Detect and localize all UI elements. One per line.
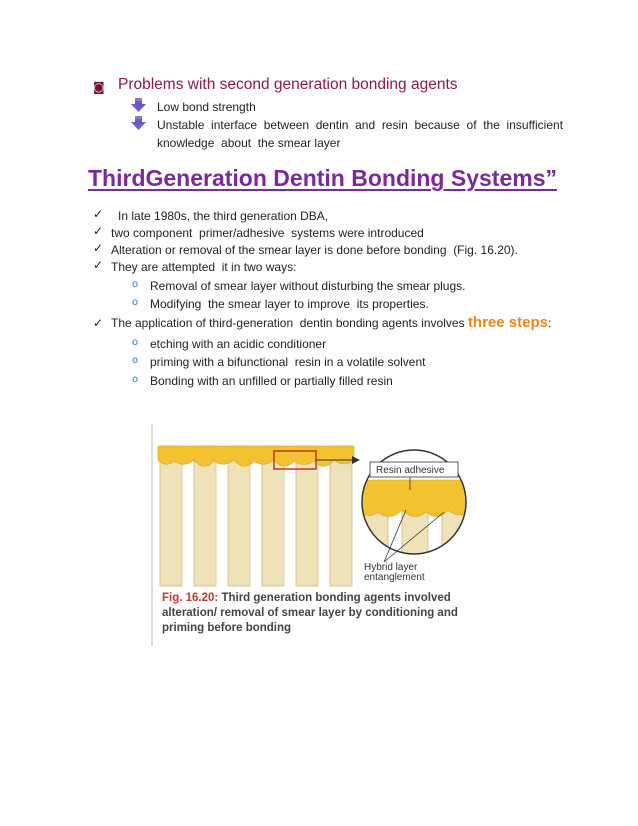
- checklist-item: Alteration or removal of the smear layer is done before bonding (Fig. 16.20).: [111, 243, 518, 257]
- caption-text: Third generation bonding agents involved alteration/ removal of smear layer by conditioning and priming before bonding: [162, 592, 458, 634]
- down-arrow-bullet-icon: [131, 98, 146, 112]
- sub-bullet-icon: o: [132, 337, 139, 348]
- sub-bullet-icon: o: [132, 279, 139, 290]
- application-line: [111, 315, 551, 331]
- page-title: ThirdGeneration Dentin Bonding Systems”: [88, 165, 557, 191]
- problem-item-continuation: knowledge about the smear layer: [157, 136, 341, 150]
- dentin-tubules: [160, 446, 352, 586]
- label-entanglement: entanglement: [364, 572, 425, 583]
- way-item: Removal of smear layer without disturbing the smear plugs.: [150, 279, 466, 293]
- figure-caption: [162, 591, 492, 636]
- checkmark-icon: ✓: [93, 241, 104, 255]
- checklist-item: They are attempted it in two ways:: [111, 260, 297, 274]
- checkmark-icon: ✓: [93, 316, 104, 330]
- resin-layer: [158, 446, 354, 466]
- problem-item: Unstable interface between dentin and resin because of the insufficient: [157, 118, 564, 132]
- checkmark-icon: ✓: [93, 224, 104, 238]
- three-steps-highlight: three steps: [467, 314, 548, 331]
- way-item: Modifying the smear layer to improve its properties.: [150, 297, 429, 311]
- step-item: Bonding with an unfilled or partially filled resin: [150, 374, 393, 388]
- caption-number: Fig. 16.20:: [162, 592, 219, 604]
- application-suffix: :: [547, 316, 552, 330]
- down-arrow-bullet-icon: [131, 116, 146, 130]
- checkmark-icon: ✓: [93, 258, 104, 272]
- checklist-item: two component primer/adhesive systems were introduced: [111, 226, 424, 240]
- step-item: priming with a bifunctional resin in a volatile solvent: [150, 355, 426, 369]
- label-hybrid-layer: Hybrid layer: [364, 562, 418, 573]
- problem-item: Low bond strength: [157, 100, 256, 114]
- sub-bullet-icon: o: [132, 355, 139, 366]
- section-bullet-icon: ◙: [93, 80, 105, 94]
- sub-bullet-icon: o: [132, 297, 139, 308]
- checklist-item: In late 1980s, the third generation DBA,: [118, 209, 329, 223]
- application-prefix: The application of third-generation dentin bonding agents involves: [111, 316, 465, 330]
- label-resin-adhesive: Resin adhesive: [376, 465, 445, 476]
- sub-bullet-icon: o: [132, 374, 139, 385]
- section-heading-problems: Problems with second generation bonding agents: [118, 76, 458, 93]
- checkmark-icon: ✓: [93, 207, 104, 221]
- step-item: etching with an acidic conditioner: [150, 337, 327, 351]
